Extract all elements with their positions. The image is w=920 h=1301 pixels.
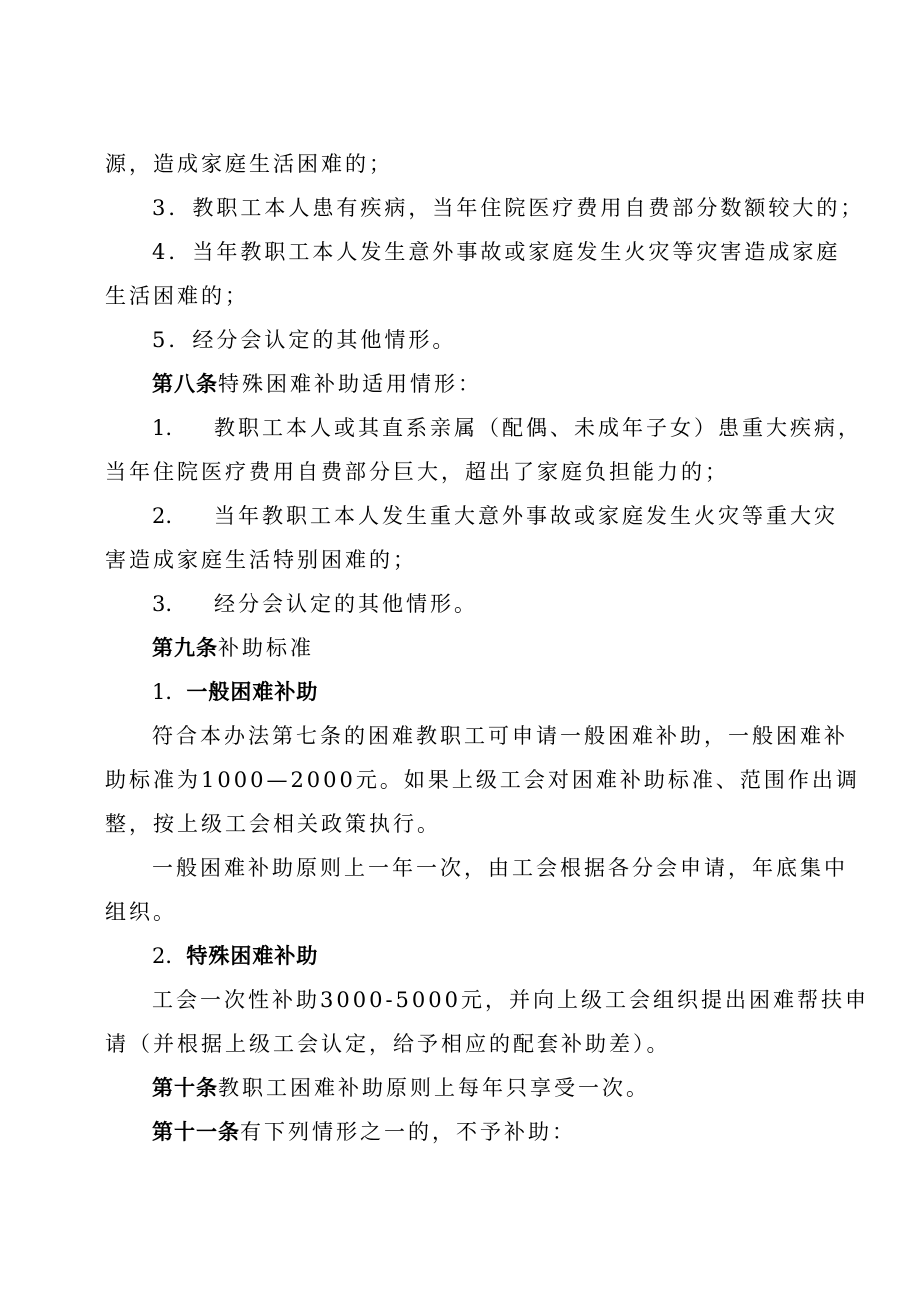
subheading-text: 一般困难补助: [186, 679, 319, 704]
line-text: 助标准为1000—2000元。如果上级工会对困难补助标准、范围作出调: [105, 768, 860, 792]
paragraph-line: [152, 716, 848, 756]
line-text: 组织。: [105, 900, 177, 924]
line-text: 一般困难补助原则上一年一次，由工会根据各分会申请，年底集中: [152, 856, 848, 880]
list-item-5: [152, 320, 456, 360]
line-text: 特殊困难补助适用情形：: [218, 372, 482, 396]
paragraph-line: [152, 848, 848, 888]
line-text: 源，造成家庭生活困难的；: [105, 152, 393, 176]
article-number: 第十条: [152, 1075, 218, 1100]
line-text: 请（并根据上级工会认定，给予相应的配套补助差）。: [105, 1032, 671, 1056]
paragraph-line: [105, 452, 729, 492]
list-item-1: [152, 408, 862, 448]
item-number: 1.: [152, 416, 173, 440]
line-text: 补助标准: [218, 636, 314, 660]
article-8-heading: [152, 364, 482, 404]
line-text: 有下列情形之一的，不予补助：: [240, 1120, 576, 1144]
paragraph-line: [105, 144, 393, 184]
item-number: 3.: [152, 592, 173, 616]
line-text: 当年教职工本人发生重大意外事故或家庭发生火灾等重大灾: [214, 504, 838, 528]
line-text: 5．经分会认定的其他情形。: [152, 328, 457, 352]
list-item-3: [152, 188, 864, 228]
list-item-2: [152, 496, 838, 536]
paragraph-line: [105, 760, 860, 800]
article-9-heading: [152, 628, 314, 668]
paragraph-line: [105, 804, 441, 844]
subheading-general-subsidy: [152, 672, 318, 712]
line-text: 教职工困难补助原则上每年只享受一次。: [218, 1076, 650, 1100]
line-text: 4．当年教职工本人发生意外事故或家庭发生火灾等灾害造成家庭: [152, 240, 841, 264]
article-number: 第十一条: [152, 1119, 240, 1144]
line-text: 教职工本人或其直系亲属（配偶、未成年子女）患重大疾病，: [214, 416, 862, 440]
line-text: 害造成家庭生活特别困难的；: [105, 548, 417, 572]
item-number: 2．: [152, 944, 187, 968]
list-item-3b: [152, 584, 478, 624]
line-text: 符合本办法第七条的困难教职工可申请一般困难补助，一般困难补: [152, 724, 848, 748]
line-text: 生活困难的；: [105, 284, 249, 308]
paragraph-line: [105, 892, 177, 932]
article-11-heading: [152, 1112, 576, 1152]
item-number: 1．: [152, 680, 187, 704]
line-text: 当年住院医疗费用自费部分巨大，超出了家庭负担能力的；: [105, 460, 729, 484]
paragraph-line: [105, 540, 417, 580]
list-item-4: [152, 232, 840, 272]
paragraph-line: [152, 980, 869, 1020]
subheading-text: 特殊困难补助: [186, 943, 319, 968]
article-10-heading: [152, 1068, 650, 1108]
article-number: 第八条: [152, 371, 218, 396]
line-text: 经分会认定的其他情形。: [214, 592, 478, 616]
paragraph-line: [105, 1024, 671, 1064]
line-text: 3．教职工本人患有疾病，当年住院医疗费用自费部分数额较大的；: [152, 196, 865, 220]
line-text: 整，按上级工会相关政策执行。: [105, 812, 441, 836]
article-number: 第九条: [152, 635, 218, 660]
line-text: 工会一次性补助3000-5000元，并向上级工会组织提出困难帮扶申: [152, 988, 869, 1012]
item-number: 2.: [152, 504, 173, 528]
subheading-special-subsidy: [152, 936, 318, 976]
paragraph-line: [105, 276, 249, 316]
